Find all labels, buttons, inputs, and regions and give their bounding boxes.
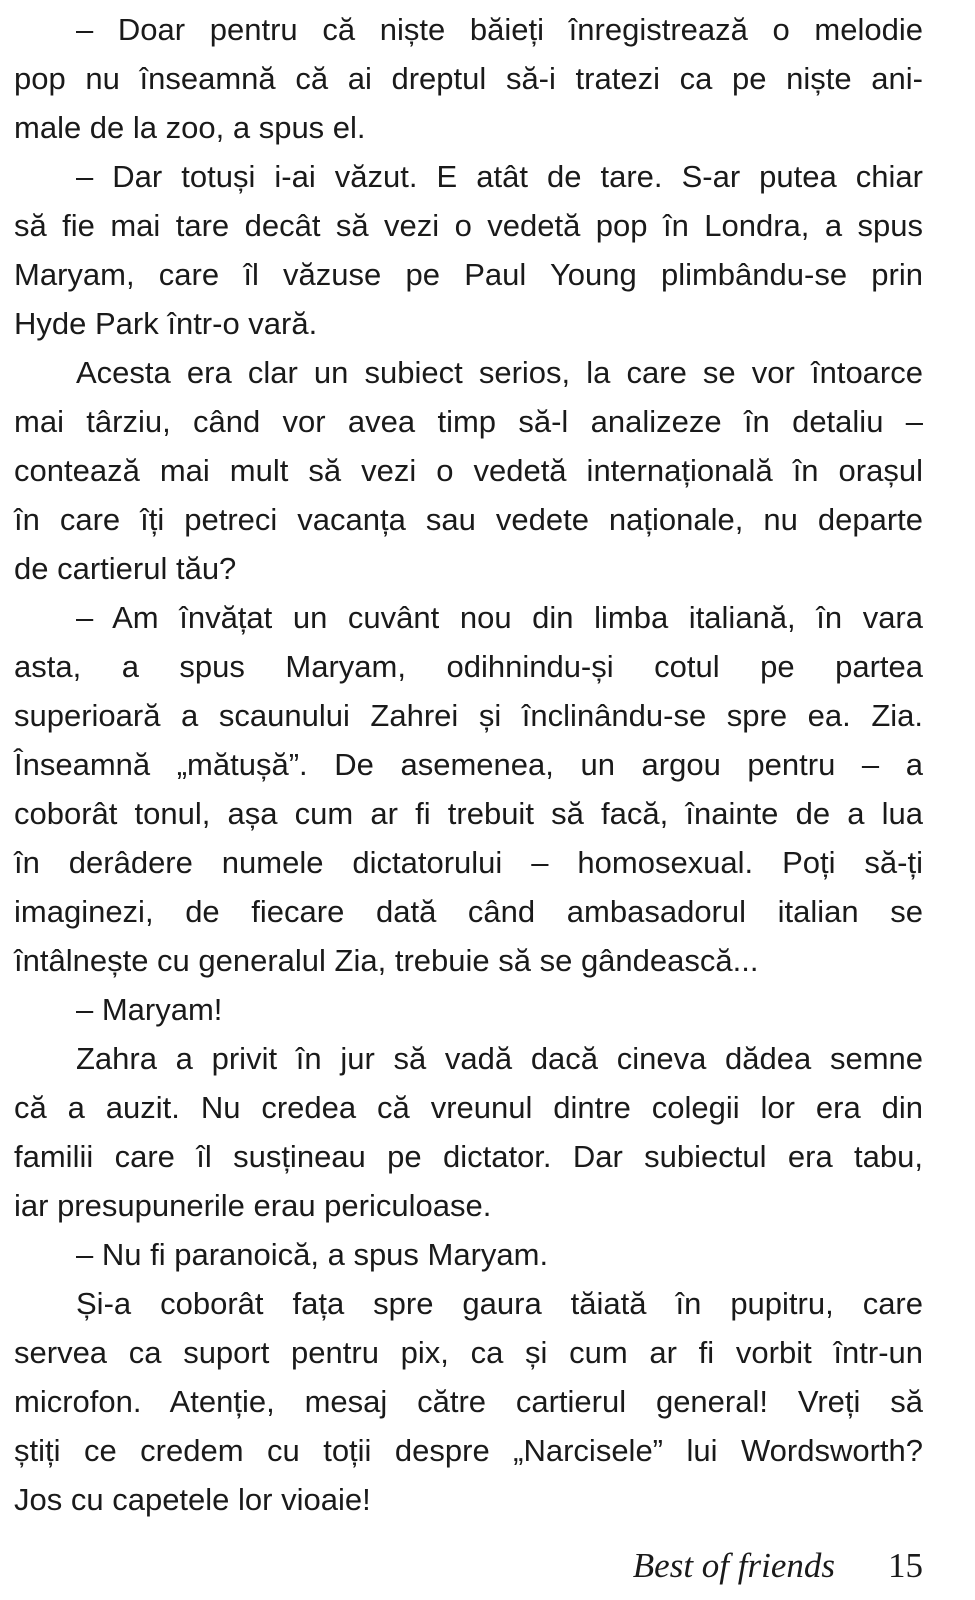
paragraph (14, 593, 923, 985)
text-line: – Am învățat un cuvânt nou din limba italiană, în vara (76, 600, 923, 635)
text-line: contează mai mult să vezi o vedetă internațională în orașul (14, 453, 923, 488)
text-line: – Nu fi paranoică, a spus Maryam. (76, 1237, 549, 1272)
paragraph (14, 1279, 923, 1524)
text-line: întâlnește cu generalul Zia, trebuie să se gândească... (14, 943, 759, 978)
text-line: Înseamnă „mătușă”. De asemenea, un argou pentru – a (14, 747, 923, 782)
page-footer (633, 1546, 923, 1586)
text-line: că a auzit. Nu credea că vreunul dintre colegii lor era din (14, 1090, 923, 1125)
text-line: servea ca suport pentru pix, ca și cum ar fi vorbit într-un (14, 1335, 923, 1370)
paragraph (14, 152, 923, 348)
text-line: familii care îl susțineau pe dictator. Dar subiectul era tabu, (14, 1139, 923, 1174)
text-line: superioară a scaunului Zahrei și înclinându-se spre ea. Zia. (14, 698, 923, 733)
text-line: Hyde Park într-o vară. (14, 306, 318, 341)
text-line: Maryam, care îl văzuse pe Paul Young plimbându-se prin (14, 257, 923, 292)
text-line: – Doar pentru că niște băieți înregistrează o melodie (76, 12, 923, 47)
text-line: pop nu înseamnă că ai dreptul să-i tratezi ca pe niște ani- (14, 61, 923, 96)
text-line: Zahra a privit în jur să vadă dacă cineva dădea semne (76, 1041, 923, 1076)
text-line: Acesta era clar un subiect serios, la care se vor întoarce (76, 355, 923, 390)
paragraph (14, 985, 923, 1034)
text-line: male de la zoo, a spus el. (14, 110, 366, 145)
paragraph (14, 1034, 923, 1230)
text-line: asta, a spus Maryam, odihnindu-și cotul pe partea (14, 649, 923, 684)
page-number: 15 (888, 1546, 923, 1585)
text-line: să fie mai tare decât să vezi o vedetă pop în Londra, a spus (14, 208, 923, 243)
text-line: știți ce credem cu toții despre „Narcisele” lui Wordsworth? (14, 1433, 923, 1468)
text-line: în derâdere numele dictatorului – homosexual. Poți să-ți (14, 845, 923, 880)
paragraph (14, 348, 923, 593)
paragraph (14, 5, 923, 152)
text-line: microfon. Atenție, mesaj către cartierul general! Vreți să (14, 1384, 923, 1419)
text-line: – Dar totuși i-ai văzut. E atât de tare. S-ar putea chiar (76, 159, 923, 194)
paragraph (14, 1230, 923, 1279)
text-line: mai târziu, când vor avea timp să-l analizeze în detaliu – (14, 404, 923, 439)
text-line: în care îți petreci vacanța sau vedete naționale, nu departe (14, 502, 923, 537)
text-line: Și-a coborât fața spre gaura tăiată în pupitru, care (76, 1286, 923, 1321)
text-line: imaginezi, de fiecare dată când ambasadorul italian se (14, 894, 923, 929)
text-line: de cartierul tău? (14, 551, 237, 586)
text-line: coborât tonul, așa cum ar fi trebuit să facă, înainte de a lua (14, 796, 923, 831)
text-line: iar presupunerile erau periculoase. (14, 1188, 492, 1223)
running-title: Best of friends (632, 1546, 835, 1585)
text-line: – Maryam! (76, 992, 223, 1027)
text-line: Jos cu capetele lor vioaie! (14, 1482, 371, 1517)
